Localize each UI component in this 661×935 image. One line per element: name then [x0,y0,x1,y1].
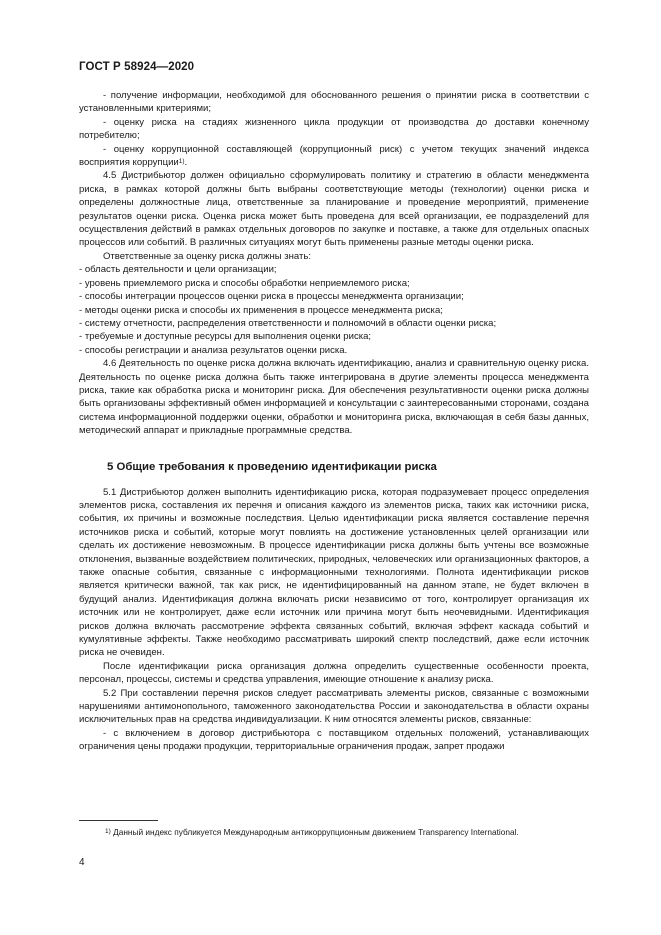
document-body [79,89,589,754]
footnote-reference: 1) [178,158,185,166]
footnote-marker: 1) [105,828,111,835]
paragraph: После идентификации риска организация должна определить существенные особенности проекта, персонал, процессы, системы и средства управления, имеющие отношение к анализу риска. [79,660,589,686]
paragraph-tail: . [184,157,188,169]
list-item: - область деятельности и цели организации; [79,264,277,276]
document-header: ГОСТ Р 58924—2020 [79,61,195,73]
list-item: - способы регистрации и анализа результатов оценки риска. [79,344,348,356]
paragraph-corruption-index [79,143,589,170]
footnote [79,827,619,838]
paragraph: - получение информации, необходимой для обоснованного решения о принятии риска в соответствии с установленными критериями; [79,90,589,115]
list-item: - уровень приемлемого риска и способы обработки неприемлемого риска; [79,277,410,289]
list-item: - способы интеграции процессов оценки риска в процессы менеджмента организации; [79,291,464,303]
paragraph-text: - оценку коррупционной составляющей (коррупционный риск) с учетом текущих значений индекса восприятия коррупции [79,143,589,169]
paragraph-5-1: 5.1 Дистрибьютор должен выполнить идентификацию риска, которая подразумевает процесс определения элементов риска, составления их перечня и описания каждого из элементов риска, таких как источники риска, события, их причины и возможные последствия. Целью идентификации риска является составление перечня источников риска и событий, которые могут повлиять на достижение установленных целей организации или сделать их достижение невозможным. В процессе идентификации риска должны быть учтены все возможные отклонения, вызванные воздействием политических, природных, человеческих или организационных факторов, а также опасные события, связанные с информационными технологиями. Полнота идентификации рисков является критически важной, так как риск, не идентифицированный на данном этапе, не будет включен в будущий анализ. Идентификация должна включать риски независимо от того, контролирует организация их источник или не контролирует, даже если источник или причина могут быть неочевидными. Идентификация рисков должна включать рассмотрение эффекта связанных событий, включая эффект каскада событий и кумулятивные эффекты. Также необходимо рассматривать широкий спектр последствий, даже если источник риска не очевиден. [79,486,589,659]
page-number: 4 [79,857,85,868]
paragraph: Ответственные за оценку риска должны знать: [103,250,312,262]
footnote-text: Данный индекс публикуется Международным антикоррупционным движением Transparency International. [110,827,519,837]
list-item: - методы оценки риска и способы их применения в процессе менеджмента риска; [79,304,443,316]
section-heading: 5 Общие требования к проведению идентификации риска [107,460,437,473]
paragraph-4-5: 4.5 Дистрибьютор должен официально сформулировать политику и стратегию в области менеджмента риска, в рамках которой должны быть выбраны соответствующие методы (технологии) оценки риска и определены должностные лица, ответственные за планирование и проведение мероприятий, применение результатов оценки риска. Оценка риска может быть проведена для всей организации, ее подразделений для осуществления действий в рамках отдельных договоров по закупке и поставке, а также для отдельных опасных процессов или событий. В различных ситуациях могут быть применены разные методы оценки риска. [79,170,589,249]
footnote-divider [79,820,158,821]
paragraph: - оценку риска на стадиях жизненного цикла продукции от производства до доставки конечному потребителю; [79,116,589,142]
list-item: - с включением в договор дистрибьютора с поставщиком отдельных положений, устанавливающих ограничения цены продажи продукции, территориальные ограничения продаж, запрет продажи [79,727,589,753]
list-item: - требуемые и доступные ресурсы для выполнения оценки риска; [79,331,372,343]
paragraph-5-2: 5.2 При составлении перечня рисков следует рассматривать элементы рисков, связанные с возможными нарушениями антимонопольного, таможенного законодательства России и законодательства в области охраны исключительных прав на средства индивидуализации. К ним относятся элементы рисков, связанные: [79,687,589,726]
list-item: - систему отчетности, распределения ответственности и полномочий в области оценки риска; [79,317,497,329]
paragraph-4-6: 4.6 Деятельность по оценке риска должна включать идентификацию, анализ и сравнительную оценку риска. Деятельность по оценке риска должна быть также интегрирована в другие элементы процесса менеджмента риска, такие как обработка риска и мониторинг риска. Для обеспечения результативности оценки риска должны быть организованы эффективный обмен информацией и консультации с заинтересованными сторонами, создана система информационной поддержки оценки, обработки и мониторинга риска, включающая в себя базы данных, методический аппарат и прикладные программные средства. [79,358,589,437]
